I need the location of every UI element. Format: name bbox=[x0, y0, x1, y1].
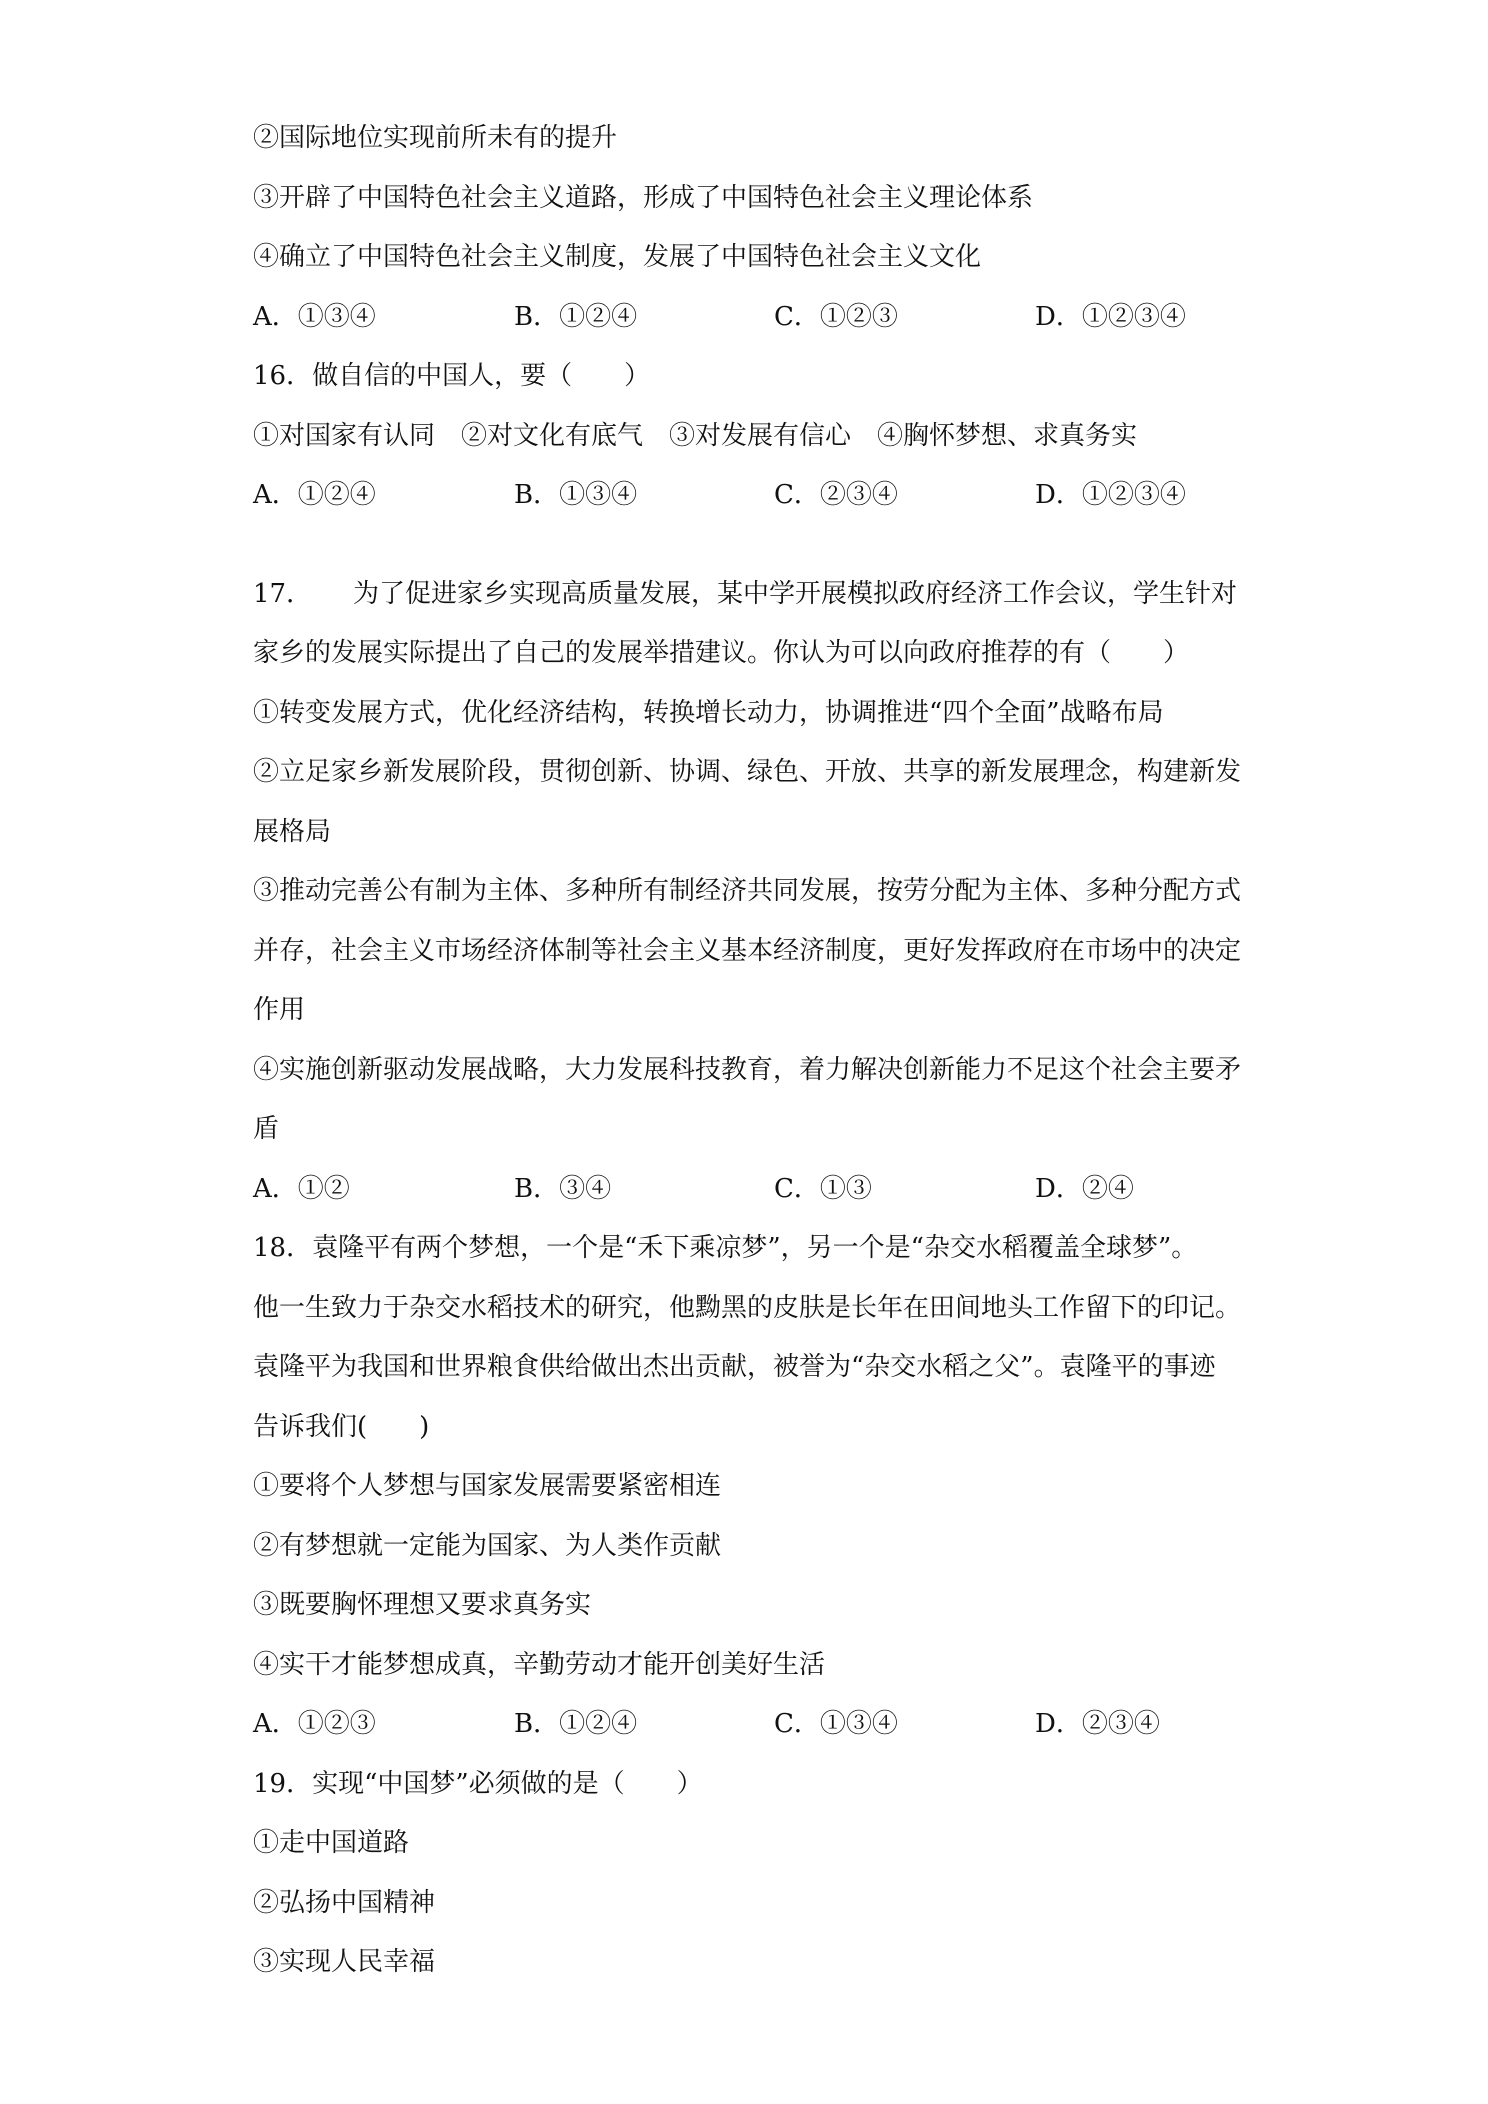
q19-option-item-1: ①走中国道路 bbox=[253, 1828, 410, 1858]
q17-option-item-3-line-1: ③推动完善公有制为主体、多种所有制经济共同发展，按劳分配为主体、多种分配方式 bbox=[253, 876, 1242, 906]
q15-choice-d: D．①②③④ bbox=[1035, 302, 1186, 332]
q17-option-item-4-line-2: 盾 bbox=[253, 1114, 280, 1144]
q16-choice-d: D．①②③④ bbox=[1035, 480, 1186, 510]
q18-choice-c: C．①③④ bbox=[774, 1709, 898, 1739]
q17-option-item-3-line-2: 并存，社会主义市场经济体制等社会主义基本经济制度，更好发挥政府在市场中的决定 bbox=[253, 936, 1242, 966]
q17-option-item-4-line-1: ④实施创新驱动发展战略，大力发展科技教育，着力解决创新能力不足这个社会主要矛 bbox=[253, 1055, 1242, 1085]
q16-choice-c: C．②③④ bbox=[774, 480, 898, 510]
q18-choices bbox=[253, 1707, 1253, 1741]
q18-choice-a: A．①②③ bbox=[253, 1709, 376, 1739]
q15-choice-b: B．①②④ bbox=[514, 302, 638, 332]
q15-option-item-4: ④确立了中国特色社会主义制度，发展了中国特色社会主义文化 bbox=[253, 242, 982, 272]
q18-option-item-1: ①要将个人梦想与国家发展需要紧密相连 bbox=[253, 1471, 722, 1501]
q18-stem-line-3: 袁隆平为我国和世界粮食供给做出杰出贡献，被誉为“杂交水稻之父”。袁隆平的事迹 bbox=[253, 1352, 1216, 1382]
q17-option-item-2-line-1: ②立足家乡新发展阶段，贯彻创新、协调、绿色、开放、共享的新发展理念，构建新发 bbox=[253, 757, 1242, 787]
q18-option-item-4: ④实干才能梦想成真，辛勤劳动才能开创美好生活 bbox=[253, 1650, 826, 1680]
q19-option-item-2: ②弘扬中国精神 bbox=[253, 1888, 436, 1918]
q15-option-item-2: ②国际地位实现前所未有的提升 bbox=[253, 123, 618, 153]
q15-choice-a: A．①③④ bbox=[253, 302, 376, 332]
q16-items: ①对国家有认同 ②对文化有底气 ③对发展有信心 ④胸怀梦想、求真务实 bbox=[253, 421, 1138, 451]
q18-option-item-3: ③既要胸怀理想又要求真务实 bbox=[253, 1590, 592, 1620]
q16-stem: 16．做自信的中国人，要（ ） bbox=[253, 361, 651, 391]
q18-stem-line-2: 他一生致力于杂交水稻技术的研究，他黝黑的皮肤是长年在田间地头工作留下的印记。 bbox=[253, 1293, 1242, 1323]
q18-choice-d: D．②③④ bbox=[1035, 1709, 1160, 1739]
q17-number: 17． bbox=[253, 579, 313, 609]
q19-option-item-3: ③实现人民幸福 bbox=[253, 1947, 436, 1977]
q15-choice-c: C．①②③ bbox=[774, 302, 898, 332]
q17-choice-b: B．③④ bbox=[514, 1174, 612, 1204]
q17-stem-text: 为了促进家乡实现高质量发展，某中学开展模拟政府经济工作会议，学生针对 bbox=[353, 579, 1238, 609]
q17-choice-c: C．①③ bbox=[774, 1174, 872, 1204]
q17-stem-line-2: 家乡的发展实际提出了自己的发展举措建议。你认为可以向政府推荐的有（ ） bbox=[253, 638, 1190, 668]
q18-choice-b: B．①②④ bbox=[514, 1709, 638, 1739]
q17-option-item-2-line-2: 展格局 bbox=[253, 817, 332, 847]
q16-choices bbox=[253, 478, 1253, 512]
q16-choice-b: B．①③④ bbox=[514, 480, 638, 510]
q18-stem-line-1: 18．袁隆平有两个梦想，一个是“禾下乘凉梦”，另一个是“杂交水稻覆盖全球梦”。 bbox=[253, 1233, 1198, 1263]
q17-choice-d: D．②④ bbox=[1035, 1174, 1134, 1204]
q17-option-item-1: ①转变发展方式，优化经济结构，转换增长动力，协调推进“四个全面”战略布局 bbox=[253, 698, 1164, 728]
q18-stem-line-4: 告诉我们( ) bbox=[253, 1412, 430, 1442]
q17-choice-a: A．①② bbox=[253, 1174, 350, 1204]
q18-option-item-2: ②有梦想就一定能为国家、为人类作贡献 bbox=[253, 1531, 722, 1561]
q17-choices bbox=[253, 1172, 1253, 1206]
q15-choices bbox=[253, 300, 1253, 334]
q16-choice-a: A．①②④ bbox=[253, 480, 376, 510]
q17-option-item-3-line-3: 作用 bbox=[253, 995, 306, 1025]
q15-option-item-3: ③开辟了中国特色社会主义道路，形成了中国特色社会主义理论体系 bbox=[253, 183, 1034, 213]
q19-stem: 19．实现“中国梦”必须做的是（ ） bbox=[253, 1769, 703, 1799]
